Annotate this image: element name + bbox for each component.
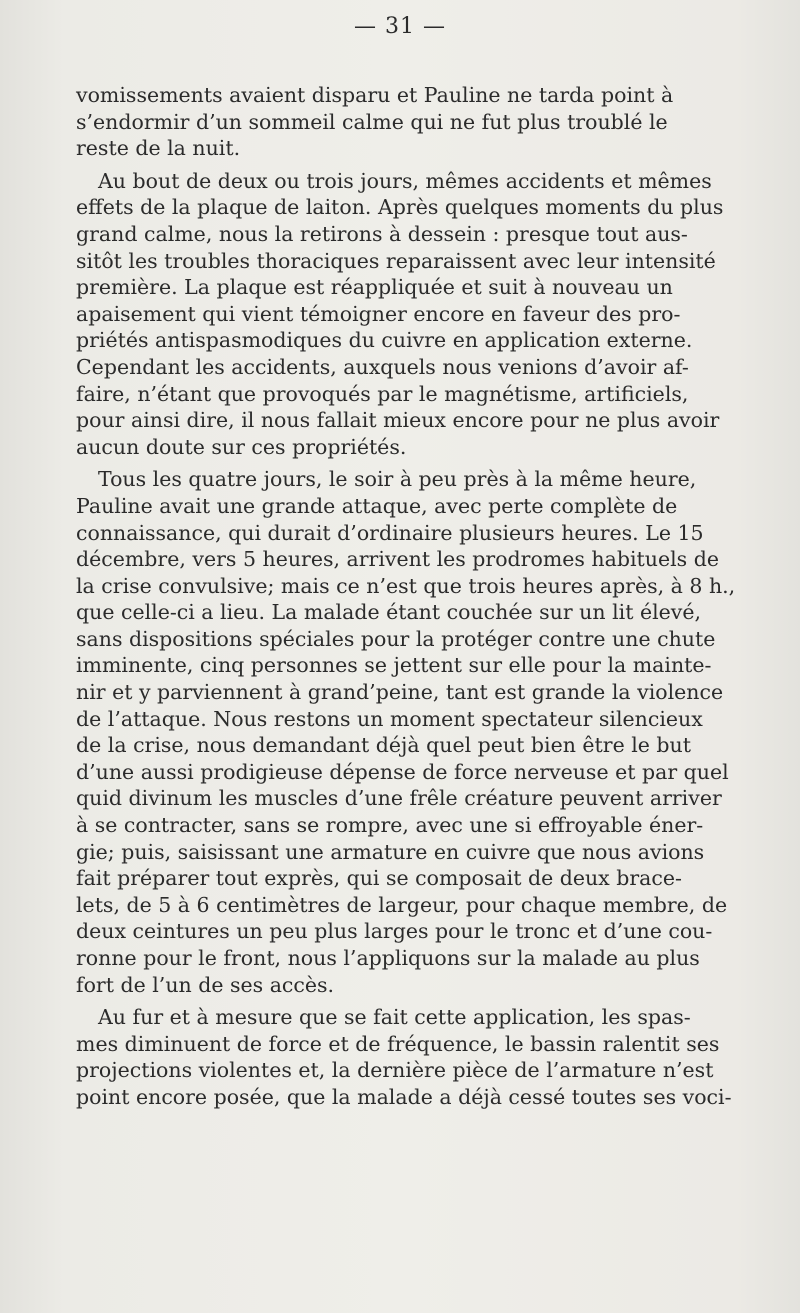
text-line: à se contracter, sans se rompre, avec une si effroyable éner- (76, 813, 704, 838)
text-line: reste de la nuit. (76, 136, 241, 161)
text-line: Pauline avait une grande attaque, avec perte complète de (76, 493, 678, 518)
paragraph (76, 466, 736, 998)
text-line: mes diminuent de force et de fréquence, le bassin ralentit ses (76, 1031, 720, 1056)
text-line: pour ainsi dire, il nous fallait mieux encore pour ne plus avoir (76, 408, 720, 433)
text-line: apaisement qui vient témoigner encore en faveur des pro- (76, 301, 681, 326)
text-line: Au fur et à mesure que se fait cette application, les spas- (98, 1005, 691, 1030)
text-line: nir et y parviennent à grand’peine, tant est grande la violence (76, 680, 724, 705)
text-line: de l’attaque. Nous restons un moment spectateur silencieux (76, 706, 703, 731)
text-line: que celle-ci a lieu. La malade étant couchée sur un lit élevé, (76, 600, 702, 625)
text-line: sans dispositions spéciales pour la protéger contre une chute (76, 626, 716, 651)
text-line: imminente, cinq personnes se jettent sur elle pour la mainte- (76, 653, 712, 678)
text-line: quid divinum les muscles d’une frêle créature peuvent arriver (76, 786, 722, 811)
text-line: gie; puis, saisissant une armature en cuivre que nous avions (76, 839, 705, 864)
paragraph (76, 82, 736, 162)
text-line: point encore posée, que la malade a déjà cessé toutes ses voci- (76, 1084, 732, 1109)
text-line: ronne pour le front, nous l’appliquons sur la malade au plus (76, 946, 700, 970)
text-line: fait préparer tout exprès, qui se composait de deux brace- (76, 866, 682, 891)
text-line: faire, n’étant que provoqués par le magnétisme, artificiels, (76, 381, 689, 406)
text-line: Tous les quatre jours, le soir à peu près à la même heure, (98, 467, 697, 492)
page-number: — 31 — (354, 14, 446, 39)
text-line: d’une aussi prodigieuse dépense de force nerveuse et par quel (76, 759, 729, 784)
text-line: aucun doute sur ces propriétés. (76, 434, 407, 459)
text-line: Au bout de deux ou trois jours, mêmes accidents et mêmes (98, 168, 712, 193)
text-line: la crise convulsive; mais ce n’est que trois heures après, à 8 h., (76, 573, 736, 598)
text-line: s’endormir d’un sommeil calme qui ne fut plus troublé le (76, 109, 668, 134)
text-line: fort de l’un de ses accès. (76, 972, 335, 997)
body-text (76, 82, 736, 1117)
text-line: projections violentes et, la dernière pièce de l’armature n’est (76, 1058, 714, 1083)
text-line: vomissements avaient disparu et Pauline ne tarda point à (76, 83, 674, 107)
text-line: première. La plaque est réappliquée et suit à nouveau un (76, 275, 673, 300)
text-line: sitôt les troubles thoraciques reparaissent avec leur intensité (76, 248, 716, 273)
text-line: priétés antispasmodiques du cuivre en application externe. (76, 328, 693, 353)
text-line: deux ceintures un peu plus larges pour le tronc et d’une cou- (76, 919, 713, 944)
text-line: de la crise, nous demandant déjà quel peut bien être le but (76, 733, 691, 758)
text-line: connaissance, qui durait d’ordinaire plusieurs heures. Le 15 (76, 520, 704, 545)
paragraph (76, 168, 736, 461)
text-line: Cependant les accidents, auxquels nous venions d’avoir af- (76, 354, 689, 379)
paragraph (76, 1004, 736, 1110)
text-line: grand calme, nous la retirons à dessein : presque tout aus- (76, 221, 688, 246)
text-line: effets de la plaque de laiton. Après quelques moments du plus (76, 195, 724, 220)
text-line: lets, de 5 à 6 centimètres de largeur, pour chaque membre, de (76, 892, 728, 917)
text-line: décembre, vers 5 heures, arrivent les prodromes habituels de (76, 547, 719, 572)
